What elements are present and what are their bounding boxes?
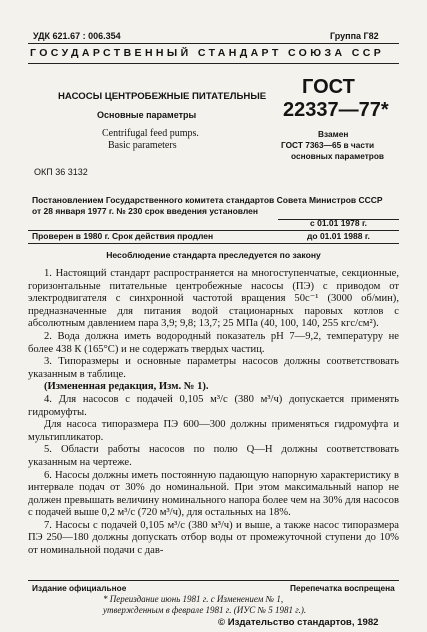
title-english-2: Basic parameters bbox=[108, 140, 177, 151]
extension-date: до 01.01 1988 г. bbox=[307, 231, 370, 241]
document-title: НАСОСЫ ЦЕНТРОБЕЖНЫЕ ПИТАТЕЛЬНЫЕ bbox=[58, 91, 267, 102]
title-english-1: Centrifugal feed pumps. bbox=[102, 128, 199, 139]
gost-number: 22337—77* bbox=[283, 99, 389, 121]
clause-5: 5. Области работы насосов по полю Q—H должны соответствовать указанным на чертеже. bbox=[28, 444, 399, 468]
standard-banner: ГОСУДАРСТВЕННЫЙ СТАНДАРТ СОЮЗА ССР bbox=[30, 47, 385, 59]
intro-date: с 01.01 1978 г. bbox=[310, 218, 368, 228]
body-text bbox=[28, 268, 399, 558]
publisher-copyright: © Издательство стандартов, 1982 bbox=[218, 617, 379, 628]
document-subtitle: Основные параметры bbox=[97, 110, 197, 120]
clause-3-amendment: (Измененная редакция, Изм. № 1). bbox=[44, 381, 209, 393]
udk-code: УДК 621.67 : 006.354 bbox=[33, 31, 121, 41]
clause-6: 6. Насосы должны иметь постоянную падающую напорную характеристику в интервале подач от 30% до номинальной. При этом максимальный напор не должен превышать величину номинального напора более чем на 30% для насосов с подачей выше 0,2 м³/с (720 м³/ч), для остальных на 18%. bbox=[28, 469, 399, 519]
footer-rule bbox=[28, 580, 399, 581]
top-rule bbox=[28, 43, 399, 44]
replaces-line-2: основных параметров bbox=[291, 151, 385, 161]
reissue-note-2: утвержденным в феврале 1981 г. (ИУС № 5 1981 г.). bbox=[103, 605, 307, 615]
clause-4: 4. Для насосов с подачей 0,105 м³/с (380 м³/ч) допускается применять гидромуфты. bbox=[28, 393, 399, 418]
legal-warning: Несоблюдение стандарта преследуется по закону bbox=[106, 250, 321, 260]
group-code: Группа Г82 bbox=[330, 31, 379, 41]
clause-2: 2. Вода должна иметь водородный показатель pH 7—9,2, температуру не более 438 К (165°С) и не содержать твердых частиц. bbox=[28, 330, 399, 355]
decree-line-1: Постановлением Государственного комитета стандартов Совета Министров СССР bbox=[32, 195, 383, 205]
gost-label: ГОСТ bbox=[302, 76, 355, 98]
replaces-line-1: ГОСТ 7363—65 в части bbox=[281, 140, 375, 150]
clause-3: 3. Типоразмеры и основные параметры насосов должны соответствовать указанным в таблице. bbox=[28, 356, 399, 380]
reprint-prohibited: Перепечатка воспрещена bbox=[290, 583, 395, 593]
banner-rule bbox=[28, 63, 399, 64]
replaces-label: Взамен bbox=[318, 129, 349, 139]
extension-rule bbox=[28, 243, 399, 244]
extension-note: Проверен в 1980 г. Срок действия продлен bbox=[32, 231, 214, 241]
clause-1: 1. Настоящий стандарт распространяется на многоступенчатые, секционные, горизонтальные питательные центробежные насосы (ПЭ) с приводом от электродвигателя с синхронной частотой вращения 50с⁻¹ (3000 об/мин), предназначенные для питания водой стационарных паровых котлов с абсолютным давлением пара 3,9; 9,8; 13,7; 25 МПа (40, 100, 140, 255 кгс/см²). bbox=[28, 268, 399, 330]
decree-line-2: от 28 января 1977 г. № 230 срок введения установлен bbox=[32, 206, 259, 216]
okp-code: ОКП 36 3132 bbox=[34, 167, 88, 177]
clause-4-continuation: Для насоса типоразмера ПЭ 600—300 должны применяться гидромуфта и мультипликатор. bbox=[28, 419, 399, 443]
official-edition: Издание официальное bbox=[32, 583, 127, 593]
reissue-note-1: * Переиздание июнь 1981 г. с Изменением № 1, bbox=[103, 594, 284, 604]
clause-7: 7. Насосы с подачей 0,105 м³/с (380 м³/ч) и выше, а также насос типоразмера ПЭ 250—180 должны допускать отбор воды от промежуточной ступени до 10% от номинальной подачи с дав- bbox=[28, 519, 399, 557]
